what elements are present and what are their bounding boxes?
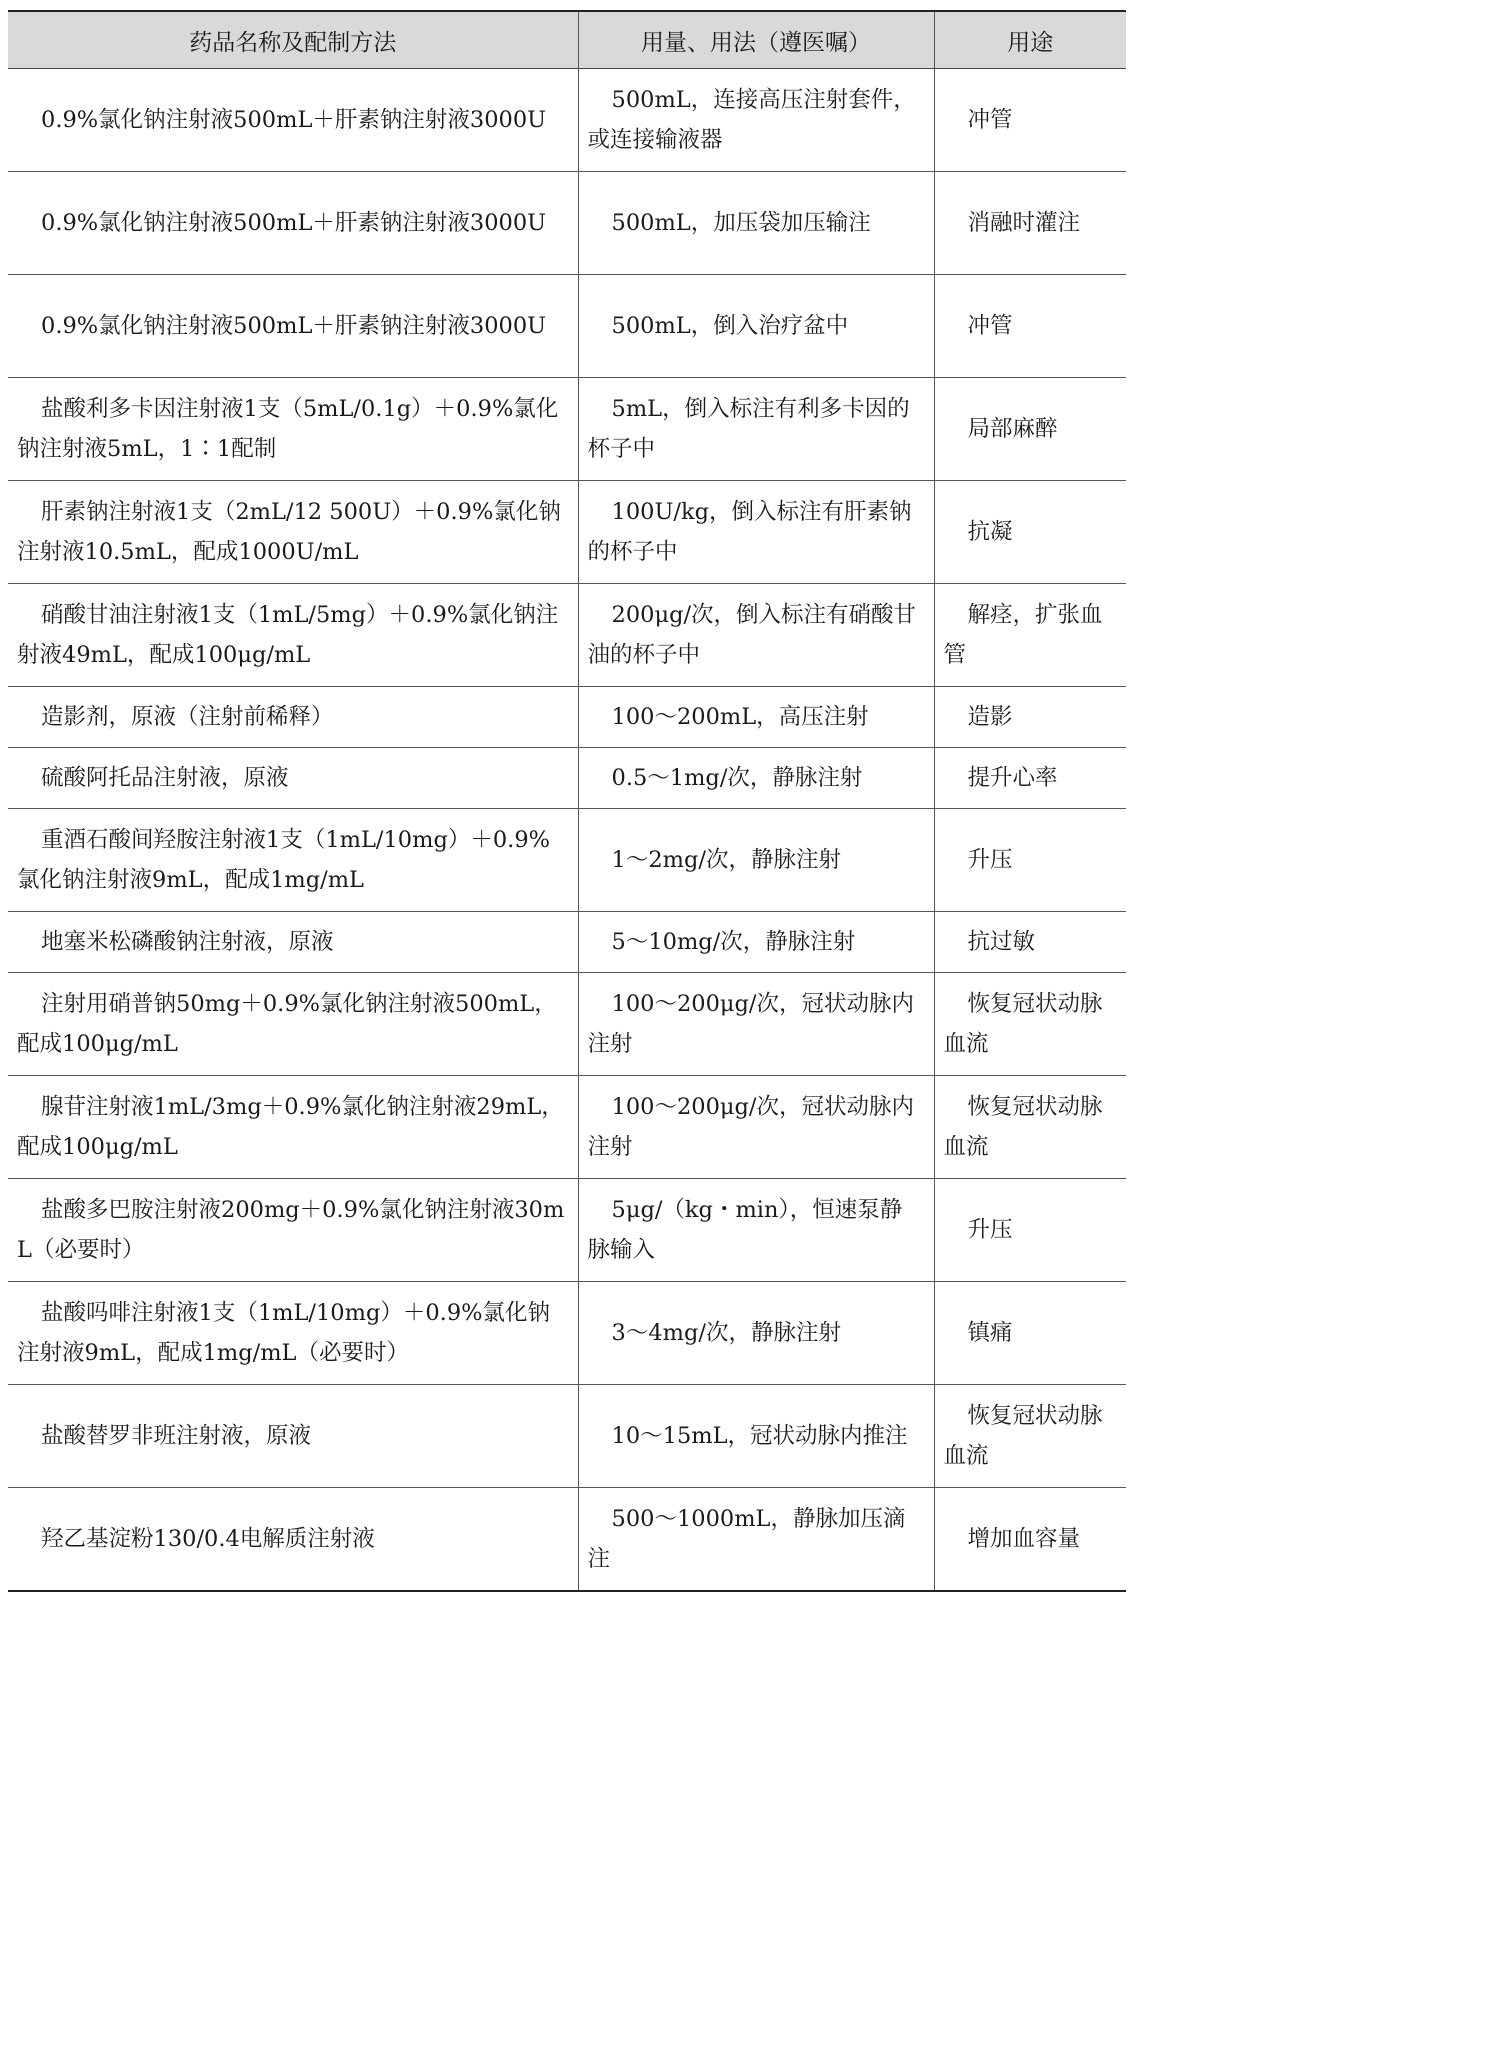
dosage-cell (578, 1488, 934, 1592)
drug-name-cell (8, 69, 578, 172)
dosage-text: 0.5～1mg/次，静脉注射 (611, 765, 863, 791)
dosage-cell (578, 748, 934, 809)
table-row (8, 1488, 1126, 1592)
drug-name-cell (8, 275, 578, 378)
table-row (8, 1076, 1126, 1179)
table-row (8, 809, 1126, 912)
purpose-cell (934, 809, 1126, 912)
drug-name-text: 盐酸替罗非班注射液，原液 (41, 1423, 312, 1449)
dosage-cell (578, 1385, 934, 1488)
purpose-cell (934, 1385, 1126, 1488)
dosage-text: 500mL，连接高压注射套件，或连接输液器 (587, 87, 916, 153)
dosage-text: 100～200μg/次，冠状动脉内注射 (587, 1094, 914, 1160)
dosage-cell (578, 1076, 934, 1179)
drug-name-cell (8, 481, 578, 584)
drug-name-cell (8, 1282, 578, 1385)
purpose-cell (934, 275, 1126, 378)
drug-name-cell (8, 1385, 578, 1488)
purpose-text: 增加血容量 (967, 1526, 1081, 1552)
table-header (8, 11, 1126, 69)
drug-name-text: 硝酸甘油注射液1支（1mL/5mg）＋0.9%氯化钠注射液49mL，配成100μg/mL (17, 602, 559, 668)
dosage-text: 10～15mL，冠状动脉内推注 (611, 1423, 908, 1449)
purpose-text: 提升心率 (967, 765, 1058, 791)
dosage-cell (578, 1282, 934, 1385)
drug-name-cell (8, 172, 578, 275)
purpose-text: 恢复冠状动脉血流 (943, 991, 1103, 1057)
dosage-cell (578, 69, 934, 172)
drug-name-cell (8, 1488, 578, 1592)
drug-name-text: 肝素钠注射液1支（2mL/12 500U）＋0.9%氯化钠注射液10.5mL，配成1000U/mL (17, 499, 561, 565)
drug-name-cell (8, 1076, 578, 1179)
table-row (8, 378, 1126, 481)
dosage-text: 5mL，倒入标注有利多卡因的杯子中 (587, 396, 910, 462)
dosage-text: 500～1000mL，静脉加压滴注 (587, 1506, 906, 1572)
drug-name-cell (8, 809, 578, 912)
dosage-cell (578, 912, 934, 973)
table-body (8, 69, 1126, 1592)
drug-name-text: 0.9%氯化钠注射液500mL＋肝素钠注射液3000U (41, 313, 547, 339)
table-row (8, 748, 1126, 809)
dosage-cell (578, 1179, 934, 1282)
dosage-text: 500mL，加压袋加压输注 (611, 210, 871, 236)
purpose-cell (934, 687, 1126, 748)
drug-name-text: 盐酸吗啡注射液1支（1mL/10mg）＋0.9%氯化钠注射液9mL，配成1mg/mL（必要时） (17, 1300, 551, 1366)
drug-name-cell (8, 584, 578, 687)
purpose-cell (934, 748, 1126, 809)
table-row (8, 1282, 1126, 1385)
purpose-cell (934, 378, 1126, 481)
dosage-text: 100～200μg/次，冠状动脉内注射 (587, 991, 914, 1057)
purpose-text: 局部麻醉 (967, 416, 1058, 442)
purpose-cell (934, 1282, 1126, 1385)
table-row (8, 973, 1126, 1076)
purpose-cell (934, 912, 1126, 973)
dosage-cell (578, 687, 934, 748)
dosage-cell (578, 809, 934, 912)
drug-name-text: 造影剂，原液（注射前稀释） (41, 704, 334, 730)
drug-name-cell (8, 748, 578, 809)
table-row (8, 912, 1126, 973)
header-dosage: 用量、用法（遵医嘱） (578, 11, 934, 69)
purpose-text: 抗凝 (967, 519, 1013, 545)
purpose-text: 造影 (967, 704, 1013, 730)
purpose-text: 升压 (967, 1217, 1013, 1243)
table-row (8, 1385, 1126, 1488)
drug-name-cell (8, 912, 578, 973)
drug-name-text: 羟乙基淀粉130/0.4电解质注射液 (41, 1526, 375, 1552)
drug-name-text: 注射用硝普钠50mg＋0.9%氯化钠注射液500mL，配成100μg/mL (17, 991, 557, 1057)
dosage-text: 5～10mg/次，静脉注射 (611, 929, 856, 955)
dosage-cell (578, 973, 934, 1076)
table-row (8, 275, 1126, 378)
table-row (8, 687, 1126, 748)
dosage-cell (578, 481, 934, 584)
table-row (8, 481, 1126, 584)
dosage-text: 1～2mg/次，静脉注射 (611, 847, 841, 873)
drug-name-text: 腺苷注射液1mL/3mg＋0.9%氯化钠注射液29mL，配成100μg/mL (17, 1094, 564, 1160)
table-row (8, 69, 1126, 172)
drug-name-text: 盐酸利多卡因注射液1支（5mL/0.1g）＋0.9%氯化钠注射液5mL，1∶1配制 (17, 396, 559, 462)
purpose-text: 冲管 (967, 107, 1013, 133)
table-row (8, 584, 1126, 687)
purpose-cell (934, 973, 1126, 1076)
drug-name-cell (8, 973, 578, 1076)
purpose-cell (934, 1179, 1126, 1282)
purpose-text: 冲管 (967, 313, 1013, 339)
dosage-text: 500mL，倒入治疗盆中 (611, 313, 849, 339)
table-row (8, 1179, 1126, 1282)
dosage-text: 100～200mL，高压注射 (611, 704, 869, 730)
drug-name-text: 0.9%氯化钠注射液500mL＋肝素钠注射液3000U (41, 210, 547, 236)
dosage-cell (578, 378, 934, 481)
purpose-text: 升压 (967, 847, 1013, 873)
purpose-cell (934, 69, 1126, 172)
drug-name-text: 硫酸阿托品注射液，原液 (41, 765, 289, 791)
purpose-cell (934, 584, 1126, 687)
purpose-text: 抗过敏 (967, 929, 1036, 955)
dosage-text: 5μg/（kg・min），恒速泵静脉输入 (587, 1197, 903, 1263)
purpose-cell (934, 172, 1126, 275)
drug-name-text: 0.9%氯化钠注射液500mL＋肝素钠注射液3000U (41, 107, 547, 133)
dosage-cell (578, 275, 934, 378)
purpose-cell (934, 1488, 1126, 1592)
drug-name-cell (8, 378, 578, 481)
dosage-cell (578, 584, 934, 687)
drug-name-cell (8, 687, 578, 748)
purpose-text: 消融时灌注 (967, 210, 1081, 236)
purpose-text: 镇痛 (967, 1320, 1013, 1346)
drug-name-text: 重酒石酸间羟胺注射液1支（1mL/10mg）＋0.9%氯化钠注射液9mL，配成1mg/mL (17, 827, 551, 893)
purpose-cell (934, 481, 1126, 584)
header-purpose: 用途 (934, 11, 1126, 69)
medication-table (8, 10, 1126, 1592)
drug-name-cell (8, 1179, 578, 1282)
dosage-cell (578, 172, 934, 275)
table-row (8, 172, 1126, 275)
purpose-text: 解痉，扩张血管 (943, 602, 1103, 668)
header-drug-name: 药品名称及配制方法 (8, 11, 578, 69)
purpose-cell (934, 1076, 1126, 1179)
dosage-text: 100U/kg，倒入标注有肝素钠的杯子中 (587, 499, 912, 565)
dosage-text: 200μg/次，倒入标注有硝酸甘油的杯子中 (587, 602, 917, 668)
header-row (8, 11, 1126, 69)
dosage-text: 3～4mg/次，静脉注射 (611, 1320, 841, 1346)
drug-name-text: 盐酸多巴胺注射液200mg＋0.9%氯化钠注射液30mL（必要时） (17, 1197, 565, 1263)
purpose-text: 恢复冠状动脉血流 (943, 1403, 1103, 1469)
purpose-text: 恢复冠状动脉血流 (943, 1094, 1103, 1160)
drug-name-text: 地塞米松磷酸钠注射液，原液 (41, 929, 334, 955)
